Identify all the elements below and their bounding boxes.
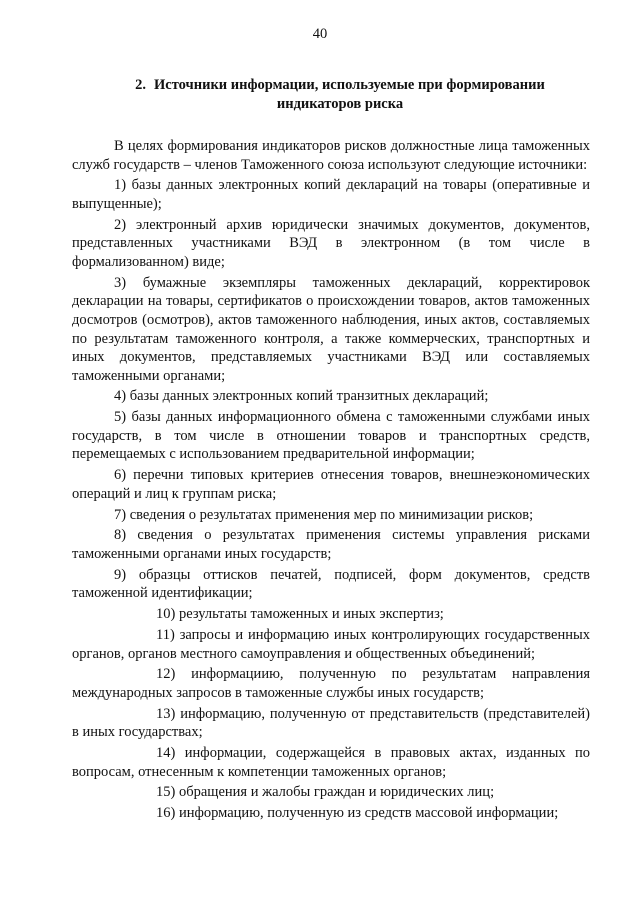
intro-paragraph: В целях формирования индикаторов рисков должностные лица таможенных служб государств – членов Таможенного союза используют следующие источники:	[72, 138, 590, 173]
section-title-text: Источники информации, используемые при формировании индикаторов риска	[154, 77, 545, 112]
list-item-number: 10)	[156, 606, 176, 623]
list-item-text: перечни типовых критериев отнесения товаров, внешнеэкономических операций и лиц к группам риска;	[72, 467, 591, 502]
list-item	[72, 665, 590, 702]
list-item-text: сведения о результатах применения мер по минимизации рисков;	[129, 506, 534, 523]
list-item-text: запросы и информацию иных контролирующих государственных органов, органов местного самоуправления и общественных объединений;	[72, 626, 590, 662]
list-item	[72, 605, 590, 624]
list-item	[72, 274, 590, 386]
list-item-text: электронный архив юридически значимых документов, документов, представленных участниками ВЭД в электронном (в том числе в формализованном) виде;	[72, 216, 590, 270]
list-item-number: 14)	[156, 745, 176, 762]
list-item-text: базы данных электронных копий транзитных деклараций;	[129, 388, 489, 405]
list-item-number: 8)	[114, 527, 127, 544]
list-item-number: 4)	[114, 388, 127, 405]
list-item-number: 3)	[114, 274, 127, 291]
list-item	[72, 526, 590, 563]
list-item-number: 12)	[156, 666, 176, 683]
list-item	[72, 466, 590, 503]
list-item	[72, 566, 590, 603]
list-item-number: 1)	[114, 177, 127, 194]
list-item-text: бумажные экземпляры таможенных деклараций, корректировок декларации на товары, сертификатов о происхождении товаров, актов таможенных досмотров (осмотров), актов таможенного наблюдения, иных актов, составляемых по результатам таможенного контроля, а также коммерческих, транспортных и иных документов, представляемых участниками ВЭД или составляемых таможенными органами;	[72, 274, 590, 384]
list-item-number: 16)	[156, 805, 176, 822]
list-item-text: результаты таможенных и иных экспертиз;	[178, 606, 444, 623]
list-item-text: сведения о результатах применения системы управления рисками таможенными органами иных государств;	[72, 527, 590, 562]
list-item-number: 15)	[156, 784, 176, 801]
list-item-text: информацию, полученную от представительств (представителей) в иных государствах;	[72, 705, 590, 741]
list-item-number: 6)	[114, 467, 127, 484]
section-title	[120, 76, 560, 114]
list-item	[72, 744, 590, 781]
list-item	[72, 626, 590, 663]
list-item	[72, 216, 590, 272]
body-text	[72, 137, 590, 825]
list-item-text: информациию, полученную по результатам направления международных запросов в таможенные службы иных государств;	[72, 666, 591, 701]
list-item	[72, 176, 590, 213]
list-item	[72, 783, 590, 802]
list-item-number: 5)	[114, 409, 127, 426]
list-item-number: 9)	[114, 566, 127, 583]
list-item-text: информацию, полученную из средств массовой информации;	[178, 805, 559, 822]
list-item-number: 13)	[156, 705, 176, 722]
list-item	[72, 804, 590, 823]
list-item	[72, 506, 590, 525]
list-item	[72, 387, 590, 406]
list-item-number: 7)	[114, 506, 127, 523]
list-item	[72, 408, 590, 464]
list-item-text: базы данных электронных копий деклараций на товары (оперативные и выпущенные);	[72, 177, 590, 212]
list-item-text: базы данных информационного обмена с таможенными службами иных государств, в том числе в отношении товаров и транспортных средств, перемещаемых с использованием предварительной информации;	[72, 409, 591, 463]
list-item-text: обращения и жалобы граждан и юридических лиц;	[178, 784, 495, 801]
list-item	[72, 705, 590, 742]
list-item-text: образцы оттисков печатей, подписей, форм документов, средств таможенной идентификации;	[72, 566, 591, 602]
list-item-text: информации, содержащейся в правовых актах, изданных по вопросам, отнесенным к компетенции таможенных органов;	[72, 745, 591, 780]
section-number: 2.	[135, 77, 147, 93]
list-item-number: 2)	[114, 216, 127, 233]
page-number: 40	[312, 26, 328, 42]
list-item-number: 11)	[156, 626, 175, 643]
